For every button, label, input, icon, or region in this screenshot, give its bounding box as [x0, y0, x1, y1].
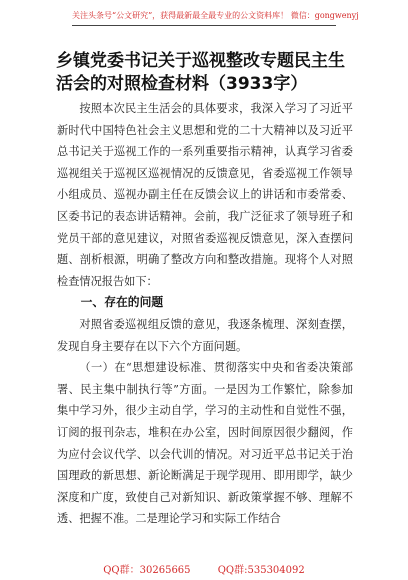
document-title: 乡镇党委书记关于巡视整改专题民主生活会的对照检查材料（3933字）: [56, 51, 345, 94]
footer-qq-group-1: QQ群：30265665: [103, 565, 191, 576]
intro-paragraph: 按照本次民主生活会的具体要求，我深入学习了习近平新时代中国特色社会主义思想和党的二十大精神以及习近平总书记关于巡视工作的一系列重要指示精神，认真学习省委巡视组关于巡视区巡视情况的反馈意见，省委巡视工作领导小组成员、巡视办副主任在反馈会议上的讲话和市委常委、区委书记的表态讲话精神。会前，我广泛征求了领导班子和党员干部的意见建议，对照省委巡视反馈意见，深入查摆问题、剖析根源，明确了整改方向和整改措施。现将个人对照检查情况报告如下：: [57, 102, 353, 288]
document-body: [57, 98, 353, 530]
point-paragraph: （一）在“思想建设标准、贯彻落实中央和省委决策部署、民主集中制执行等”方面。一是因为工作繁忙，除参加集中学习外，很少主动自学，学习的主动性和自觉性不强，订阅的报刊杂志，堆积在办公室，因时间原因很少翻阅，作为应付会议代学、以会代训的情况。对习近平总书记关于治国理政的新思想、新论断满足于现学现用、即用即学，缺少深度和广度，致使自己对新知识、新政策掌握不够、理解不透、把握不准。二是理论学习和实际工作结合: [57, 361, 353, 526]
footer: [0, 561, 408, 576]
section-heading: 一、存在的问题: [80, 295, 164, 310]
footer-qq-group-2: QQ群:535304092: [217, 565, 305, 576]
section-intro-paragraph: 对照省委巡视组反馈的意见，我逐条梳理、深刻查摆，发现自身主要存在以下六个方面问题。: [57, 317, 353, 353]
header-banner: 关注头条号“公文研究”，获得最新最全最专业的公文资料库！ 微信：gongwenyj: [72, 10, 336, 26]
